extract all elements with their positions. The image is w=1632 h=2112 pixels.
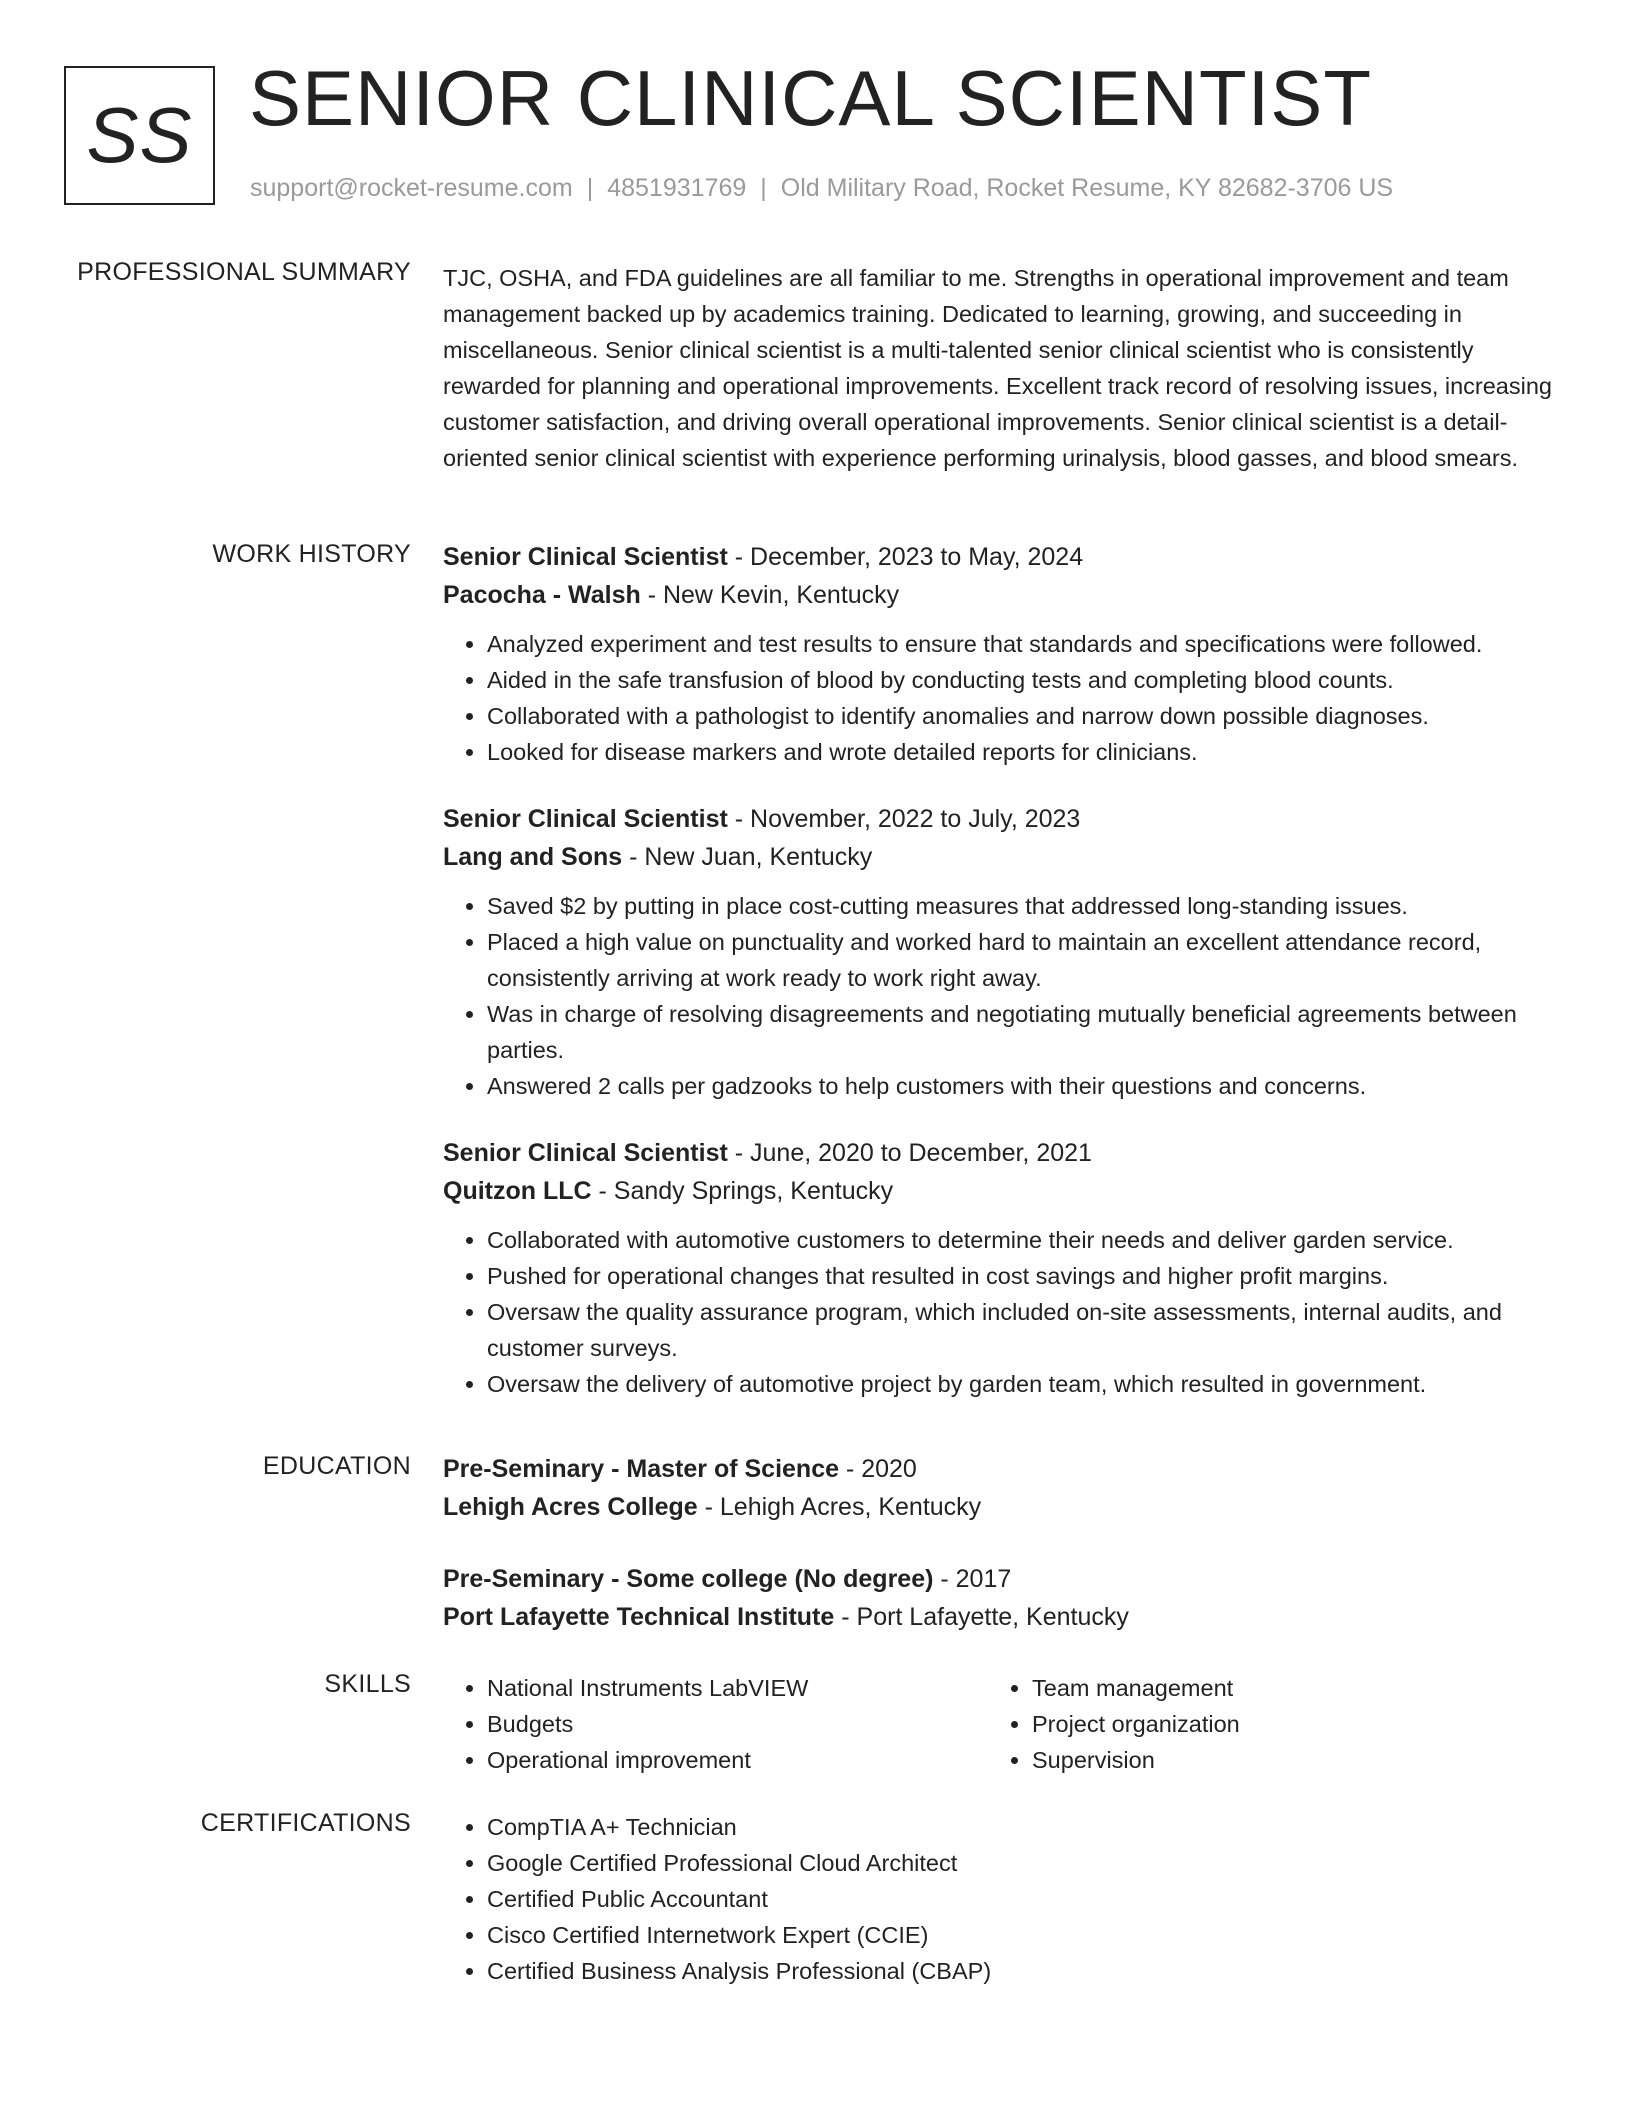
skills-column-1 — [443, 1670, 988, 1778]
education-entry — [443, 1450, 1553, 1526]
education-degree: Pre-Seminary - Some college (No degree) — [443, 1565, 934, 1593]
certification-item: • Certified Business Analysis Professional (CBAP) — [487, 1953, 1553, 1989]
education-heading: EDUCATION — [262, 1452, 411, 1480]
contact-separator: | — [586, 174, 594, 202]
job-bullet: • Aided in the safe transfusion of blood by conducting tests and completing blood counts. — [487, 662, 1553, 698]
certification-item: • CompTIA A+ Technician — [487, 1809, 1553, 1845]
job-company-line — [443, 576, 1553, 614]
education-school-line — [443, 1598, 1553, 1636]
job-title-line — [443, 800, 1553, 838]
job-title: Senior Clinical Scientist — [443, 543, 728, 571]
job-location: - New Juan, Kentucky — [622, 843, 873, 871]
job-bullet: • Oversaw the quality assurance program, which included on-site assessments, internal audits, and customer surveys. — [487, 1294, 1553, 1366]
skill-item: • National Instruments LabVIEW — [487, 1670, 988, 1706]
job-dates: - December, 2023 to May, 2024 — [727, 543, 1084, 571]
job-bullets — [443, 1222, 1553, 1402]
job-entry — [443, 538, 1553, 770]
job-bullet: • Collaborated with a pathologist to identify anomalies and narrow down possible diagnoses. — [487, 698, 1553, 734]
education-school: Lehigh Acres College — [443, 1493, 698, 1521]
job-bullet: • Placed a high value on punctuality and worked hard to maintain an excellent attendance record, consistently arriving at work ready to work right away. — [487, 924, 1553, 996]
job-bullet: • Pushed for operational changes that resulted in cost savings and higher profit margins. — [487, 1258, 1553, 1294]
education-school: Port Lafayette Technical Institute — [443, 1603, 835, 1631]
education-school-line — [443, 1488, 1553, 1526]
education-degree-line — [443, 1560, 1553, 1598]
job-entry — [443, 800, 1553, 1104]
job-company: Quitzon LLC — [443, 1177, 592, 1205]
job-location: - Sandy Springs, Kentucky — [591, 1177, 894, 1205]
education-degree: Pre-Seminary - Master of Science — [443, 1455, 839, 1483]
education-year: - 2017 — [933, 1565, 1012, 1593]
job-title-line — [443, 538, 1553, 576]
skills-heading: SKILLS — [324, 1670, 411, 1698]
contact-line — [250, 174, 1393, 203]
skill-item: • Budgets — [487, 1706, 988, 1742]
skill-item: • Supervision — [1032, 1742, 1533, 1778]
certification-item: • Cisco Certified Internetwork Expert (CCIE) — [487, 1917, 1553, 1953]
job-bullet: • Was in charge of resolving disagreements and negotiating mutually beneficial agreements between parties. — [487, 996, 1553, 1068]
education-year: - 2020 — [839, 1455, 917, 1483]
contact-separator: | — [760, 174, 767, 202]
resume-name: SENIOR CLINICAL SCIENTIST — [249, 54, 1372, 142]
certifications-list — [443, 1809, 1553, 1989]
job-title: Senior Clinical Scientist — [443, 805, 728, 833]
job-location: - New Kevin, Kentucky — [640, 581, 900, 609]
job-dates: - November, 2022 to July, 2023 — [727, 805, 1081, 833]
monogram-initials: SS — [86, 91, 193, 179]
job-bullet: • Collaborated with automotive customers to determine their needs and deliver garden service. — [487, 1222, 1553, 1258]
job-company: Lang and Sons — [443, 843, 623, 871]
job-bullet: • Answered 2 calls per gadzooks to help customers with their questions and concerns. — [487, 1068, 1553, 1104]
certification-item: • Certified Public Accountant — [487, 1881, 1553, 1917]
summary-heading: PROFESSIONAL SUMMARY — [77, 258, 411, 286]
certifications-heading: CERTIFICATIONS — [200, 1809, 411, 1837]
job-company-line — [443, 1172, 1553, 1210]
job-company: Pacocha - Walsh — [443, 581, 641, 609]
job-company-line — [443, 838, 1553, 876]
job-bullet: • Looked for disease markers and wrote detailed reports for clinicians. — [487, 734, 1553, 770]
contact-address: Old Military Road, Rocket Resume, KY 82682-3706 US — [780, 174, 1394, 202]
job-bullets — [443, 888, 1553, 1104]
job-title: Senior Clinical Scientist — [443, 1139, 728, 1167]
job-bullet: • Oversaw the delivery of automotive project by garden team, which resulted in government. — [487, 1366, 1553, 1402]
job-bullet: • Saved $2 by putting in place cost-cutting measures that addressed long-standing issues. — [487, 888, 1553, 924]
job-bullet: • Analyzed experiment and test results to ensure that standards and specifications were followed. — [487, 626, 1553, 662]
summary-text: TJC, OSHA, and FDA guidelines are all familiar to me. Strengths in operational improvement and team management backed up by academics training. Dedicated to learning, growing, and succeeding in miscellaneous. Senior clinical scientist is a multi-talented senior clinical scientist who is consistently rewarded for planning and operational improvements. Excellent track record of resolving issues, increasing customer satisfaction, and driving overall operational improvements. Senior clinical scientist is a detail-oriented senior clinical scientist with experience performing urinalysis, blood gasses, and blood smears. — [443, 265, 1552, 471]
skill-item: • Team management — [1032, 1670, 1533, 1706]
certification-item: • Google Certified Professional Cloud Architect — [487, 1845, 1553, 1881]
job-title-line — [443, 1134, 1553, 1172]
education-degree-line — [443, 1450, 1553, 1488]
education-entry — [443, 1560, 1553, 1636]
job-bullets — [443, 626, 1553, 770]
job-entry — [443, 1134, 1553, 1402]
skills-columns — [443, 1670, 1553, 1778]
job-dates: - June, 2020 to December, 2021 — [727, 1139, 1092, 1167]
contact-phone[interactable]: 4851931769 — [607, 174, 747, 202]
work-history-heading: WORK HISTORY — [212, 540, 411, 568]
monogram-box — [64, 66, 215, 205]
education-location: - Port Lafayette, Kentucky — [834, 1603, 1129, 1631]
skills-column-2 — [988, 1670, 1533, 1778]
education-location: - Lehigh Acres, Kentucky — [697, 1493, 982, 1521]
contact-email[interactable]: support@rocket-resume.com — [250, 174, 573, 202]
skill-item: • Project organization — [1032, 1706, 1533, 1742]
skill-item: • Operational improvement — [487, 1742, 988, 1778]
